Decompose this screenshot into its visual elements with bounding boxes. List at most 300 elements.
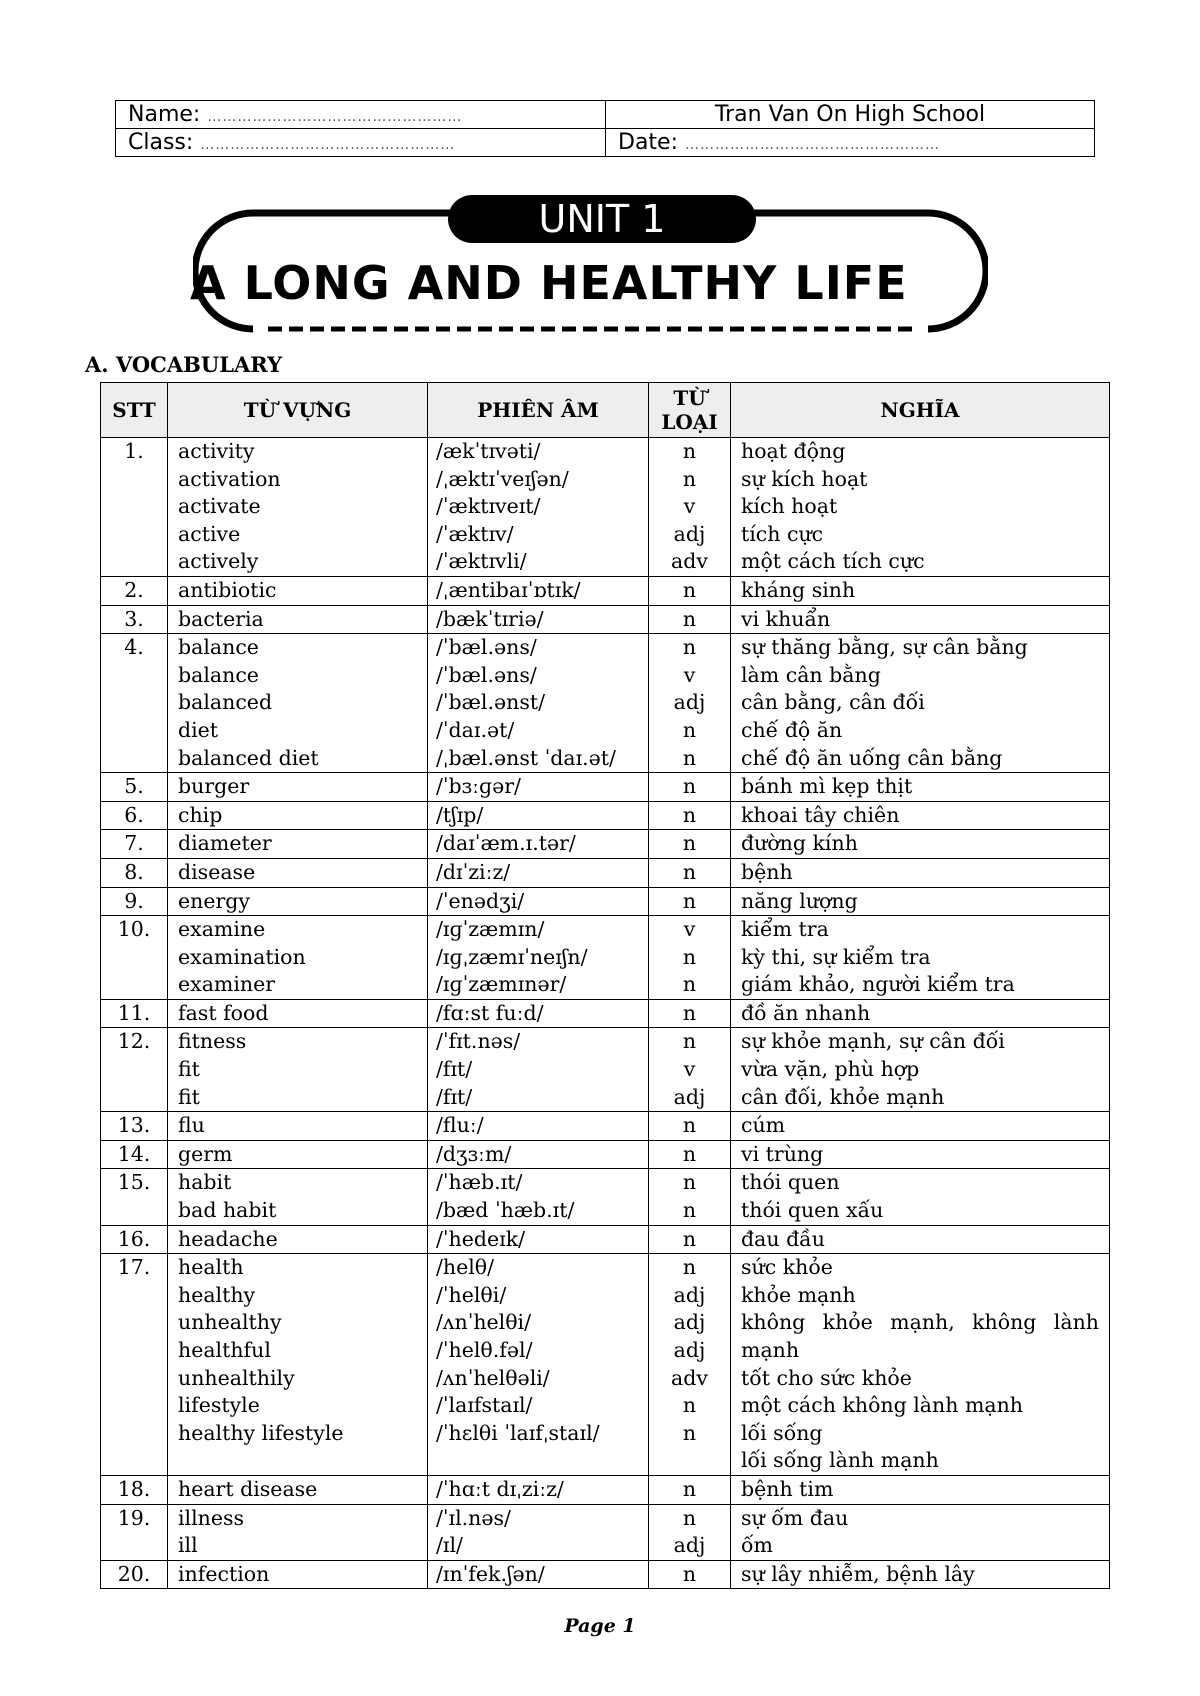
word-type: v: [683, 494, 696, 519]
class-label: Class:: [128, 130, 194, 155]
meaning-cell: [731, 830, 1110, 859]
meaning: làm cân bằng: [741, 662, 881, 687]
date-dots: ……………………………………………: [685, 137, 940, 153]
phonetic: /ʌnˈhelθi/: [436, 1310, 532, 1335]
phonetic-cell: [428, 999, 649, 1028]
phonetic: /bæd ˈhæb.ɪt/: [436, 1198, 575, 1223]
col-header-stt: STT: [101, 383, 168, 438]
vocab-word: fit: [178, 1084, 200, 1109]
row-number: [101, 1028, 168, 1112]
word-type: n: [682, 972, 697, 997]
col-header-pos: [649, 383, 731, 438]
table-row: [101, 1504, 1110, 1560]
meaning-cell: [731, 887, 1110, 916]
table-row: [101, 1254, 1110, 1476]
table-row: [101, 801, 1110, 830]
meaning: lối sống: [741, 1420, 823, 1445]
vocab-word-cell: [168, 1140, 428, 1169]
phonetic: /ˈæktɪv/: [436, 521, 514, 546]
row-number-text: 18.: [117, 1476, 151, 1501]
vocab-word-cell: [168, 999, 428, 1028]
meaning: lối sống lành mạnh: [741, 1448, 939, 1473]
phonetic-cell: [428, 1112, 649, 1141]
row-number-text: 10.: [117, 917, 151, 942]
phonetic: /daɪˈæm.ɪ.tər/: [436, 831, 576, 856]
meaning: vi trùng: [741, 1141, 824, 1166]
row-number-text: 8.: [124, 859, 144, 884]
meaning-cell: [731, 438, 1110, 577]
row-number: [101, 1504, 168, 1560]
word-type: n: [682, 439, 697, 463]
row-number-text: 13.: [117, 1113, 151, 1138]
phonetic: /bækˈtɪriə/: [436, 606, 544, 631]
word-type: v: [683, 1057, 696, 1082]
row-number-text: 1.: [124, 439, 144, 463]
phonetic: /ˈenədʒi/: [436, 888, 525, 913]
vocab-word: examiner: [178, 972, 276, 997]
table-row: [101, 634, 1110, 773]
vocab-word: activity: [178, 439, 255, 463]
vocab-word: healthful: [178, 1338, 271, 1362]
vocab-word: bad habit: [178, 1198, 277, 1223]
vocab-word: antibiotic: [178, 577, 277, 602]
row-number-text: 3.: [124, 606, 144, 631]
vocab-word-cell: [168, 1560, 428, 1589]
phonetic-cell: [428, 1225, 649, 1254]
vocab-word: chip: [178, 802, 223, 827]
word-type: v: [683, 662, 696, 687]
phonetic: /ɪɡˌzæmɪˈneɪʃn/: [436, 944, 588, 969]
vocab-word: illness: [178, 1505, 245, 1530]
vocab-word: activation: [178, 466, 281, 491]
phonetic: /fɪt/: [436, 1084, 473, 1109]
student-info-table: [115, 100, 1095, 157]
phonetic-cell: [428, 605, 649, 634]
vocab-word-cell: [168, 1028, 428, 1112]
word-type: n: [682, 635, 697, 660]
row-number: [101, 634, 168, 773]
vocab-word: health: [178, 1255, 244, 1280]
word-type: n: [682, 1170, 697, 1195]
row-number: [101, 916, 168, 1000]
phonetic-cell: [428, 438, 649, 577]
vocabulary-table: [100, 382, 1110, 1589]
word-type: v: [683, 917, 696, 942]
meaning: bệnh: [741, 859, 793, 884]
meaning: cân đối, khỏe mạnh: [741, 1084, 945, 1109]
word-type-cell: [649, 801, 731, 830]
word-type: n: [682, 859, 697, 884]
row-number: [101, 1475, 168, 1504]
table-row: [101, 887, 1110, 916]
date-label: Date:: [618, 130, 678, 155]
vocab-word-cell: [168, 1225, 428, 1254]
row-number: [101, 887, 168, 916]
phonetic: /ˈhæb.ɪt/: [436, 1170, 523, 1195]
word-type: adj: [673, 1084, 706, 1109]
word-type: n: [682, 1226, 697, 1251]
vocab-word: headache: [178, 1226, 278, 1251]
word-type: adj: [673, 1282, 706, 1307]
word-type: n: [682, 1420, 697, 1445]
vocab-word: fit: [178, 1057, 200, 1082]
meaning: năng lượng: [741, 888, 858, 913]
row-number: [101, 1169, 168, 1225]
row-number: [101, 605, 168, 634]
meaning-cell: [731, 634, 1110, 773]
row-number: [101, 999, 168, 1028]
word-type-cell: [649, 1140, 731, 1169]
word-type: n: [682, 717, 697, 742]
phonetic: /ˈbæl.əns/: [436, 662, 537, 687]
phonetic-cell: [428, 1028, 649, 1112]
row-number: [101, 576, 168, 605]
table-row: [101, 773, 1110, 802]
vocab-word: germ: [178, 1141, 233, 1166]
meaning: bánh mì kẹp thịt: [741, 774, 913, 799]
word-type: adj: [673, 690, 706, 715]
phonetic-cell: [428, 773, 649, 802]
word-type-cell: [649, 1560, 731, 1589]
word-type-cell: [649, 605, 731, 634]
phonetic: /ˈhelθ.fəl/: [436, 1338, 533, 1362]
table-row: [101, 1560, 1110, 1589]
row-number: [101, 858, 168, 887]
phonetic-cell: [428, 1254, 649, 1476]
table-row: [101, 916, 1110, 1000]
word-type: n: [682, 1393, 697, 1418]
word-type: adv: [671, 549, 708, 574]
meaning-cell: [731, 1028, 1110, 1112]
section-heading: A. VOCABULARY: [85, 352, 283, 377]
word-type: n: [682, 1505, 697, 1530]
meaning: sự ốm đau: [741, 1505, 849, 1530]
meaning: đường kính: [741, 831, 858, 856]
meaning: mạnh: [741, 1338, 800, 1362]
row-number: [101, 1254, 168, 1476]
vocab-word-cell: [168, 1475, 428, 1504]
vocab-word-cell: [168, 887, 428, 916]
word-type-cell: [649, 576, 731, 605]
meaning-cell: [731, 858, 1110, 887]
phonetic: /ˈhɛlθi ˈlaɪfˌstaɪl/: [436, 1420, 600, 1445]
phonetic: /ˈfɪt.nəs/: [436, 1029, 521, 1054]
row-number: [101, 773, 168, 802]
word-type: n: [682, 1029, 697, 1054]
phonetic: /ˈæktɪveɪt/: [436, 494, 541, 519]
vocab-word-cell: [168, 1504, 428, 1560]
phonetic: /ækˈtɪvəti/: [436, 439, 541, 463]
phonetic: /ˈlaɪfstaɪl/: [436, 1393, 533, 1418]
meaning-cell: [731, 1560, 1110, 1589]
phonetic: /fɑːst fuːd/: [436, 1000, 544, 1025]
phonetic: /ˌæntibaɪˈɒtɪk/: [436, 577, 581, 602]
word-type: adj: [673, 1338, 706, 1362]
vocab-word: fitness: [178, 1029, 247, 1054]
row-number-text: 19.: [117, 1505, 151, 1530]
meaning: sự lây nhiễm, bệnh lây: [741, 1561, 975, 1586]
phonetic: /dɪˈziːz/: [436, 859, 511, 884]
row-number-text: 7.: [124, 831, 144, 856]
meaning-cell: [731, 916, 1110, 1000]
meaning: tích cực: [741, 521, 824, 546]
word-type-cell: [649, 858, 731, 887]
word-type-cell: [649, 1169, 731, 1225]
class-dots: ……………………………………………: [200, 137, 456, 153]
word-type-cell: [649, 1504, 731, 1560]
unit-badge: UNIT 1: [448, 195, 756, 243]
meaning-cell: [731, 801, 1110, 830]
phonetic-cell: [428, 1140, 649, 1169]
vocab-word: heart disease: [178, 1476, 318, 1501]
phonetic: /dʒɜːm/: [436, 1141, 512, 1166]
phonetic-cell: [428, 801, 649, 830]
row-number-text: 4.: [124, 635, 144, 660]
meaning: một cách không lành mạnh: [741, 1393, 1024, 1418]
row-number: [101, 1140, 168, 1169]
row-number: [101, 1112, 168, 1141]
row-number: [101, 1225, 168, 1254]
meaning: đồ ăn nhanh: [741, 1000, 871, 1025]
vocab-word: active: [178, 521, 241, 546]
meaning: khoai tây chiên: [741, 802, 900, 827]
meaning: chế độ ăn: [741, 717, 843, 742]
meaning-cell: [731, 576, 1110, 605]
phonetic: /ˈbɜːɡər/: [436, 774, 521, 799]
meaning: cân bằng, cân đối: [741, 690, 925, 715]
word-type: n: [682, 1476, 697, 1501]
vocab-word: healthy: [178, 1282, 256, 1307]
row-number-text: 9.: [124, 888, 144, 913]
vocab-word-cell: [168, 576, 428, 605]
vocab-word: balance: [178, 635, 259, 660]
meaning: sự thăng bằng, sự cân bằng: [741, 635, 1028, 660]
word-type-cell: [649, 1225, 731, 1254]
col-header-ipa: PHIÊN ÂM: [428, 383, 649, 438]
table-row: [101, 605, 1110, 634]
phonetic-cell: [428, 1169, 649, 1225]
meaning: bệnh tim: [741, 1476, 834, 1501]
vocab-word-cell: [168, 916, 428, 1000]
name-dots: ……………………………………………: [207, 109, 463, 125]
row-number-text: 14.: [117, 1141, 151, 1166]
meaning: hoạt động: [741, 439, 846, 463]
word-type-cell: [649, 438, 731, 577]
meaning: kháng sinh: [741, 577, 856, 602]
phonetic: /ɪnˈfek.ʃən/: [436, 1561, 545, 1586]
phonetic-cell: [428, 830, 649, 859]
table-row: [101, 438, 1110, 577]
word-type: n: [682, 888, 697, 913]
meaning: tốt cho sức khỏe: [741, 1365, 912, 1390]
word-type: n: [682, 577, 697, 602]
vocab-word: diameter: [178, 831, 272, 856]
word-type: adj: [673, 1310, 706, 1335]
meaning: sự khỏe mạnh, sự cân đối: [741, 1029, 1005, 1054]
word-type: adj: [673, 1533, 706, 1558]
meaning: cúm: [741, 1113, 786, 1138]
word-type: n: [682, 802, 697, 827]
vocab-word: examine: [178, 917, 266, 942]
word-type: n: [682, 1255, 697, 1280]
meaning: kích hoạt: [741, 494, 838, 519]
vocab-word: activate: [178, 494, 261, 519]
word-type-cell: [649, 1028, 731, 1112]
col-header-meaning: NGHĨA: [731, 383, 1110, 438]
table-row: [101, 858, 1110, 887]
name-cell: [116, 101, 606, 129]
vocab-word-cell: [168, 1112, 428, 1141]
phonetic: /tʃɪp/: [436, 802, 484, 827]
vocab-word: energy: [178, 888, 250, 913]
row-number: [101, 830, 168, 859]
meaning: kỳ thi, sự kiểm tra: [741, 944, 931, 969]
vocab-word-cell: [168, 605, 428, 634]
word-type-cell: [649, 999, 731, 1028]
phonetic: /helθ/: [436, 1255, 495, 1280]
phonetic: /ˈæktɪvli/: [436, 549, 527, 574]
row-number: [101, 801, 168, 830]
vocab-word: unhealthily: [178, 1365, 295, 1390]
class-cell: [116, 129, 606, 157]
meaning-cell: [731, 1475, 1110, 1504]
name-label: Name:: [128, 102, 201, 127]
phonetic: /ˌbæl.ənst ˈdaɪ.ət/: [436, 745, 616, 770]
word-type: n: [682, 1198, 697, 1223]
word-type-cell: [649, 634, 731, 773]
row-number-text: 11.: [117, 1000, 151, 1025]
phonetic-cell: [428, 887, 649, 916]
unit-title: A LONG AND HEALTHY LIFE: [190, 256, 908, 310]
school-name: Tran Van On High School: [606, 101, 1095, 129]
phonetic: /ˈbæl.əns/: [436, 635, 537, 660]
table-row: [101, 999, 1110, 1028]
word-type: n: [682, 745, 697, 770]
phonetic-cell: [428, 1560, 649, 1589]
vocab-word: actively: [178, 549, 259, 574]
vocab-word-cell: [168, 438, 428, 577]
vocab-word: flu: [178, 1113, 205, 1138]
row-number-text: 6.: [124, 802, 144, 827]
word-type: n: [682, 831, 697, 856]
date-cell: [606, 129, 1095, 157]
phonetic: /ˈɪl.nəs/: [436, 1505, 511, 1530]
word-type-cell: [649, 1475, 731, 1504]
col-header-word: TỪ VỰNG: [168, 383, 428, 438]
word-type: adj: [673, 521, 706, 546]
vocab-word: fast food: [178, 1000, 269, 1025]
phonetic-cell: [428, 858, 649, 887]
vocabulary-rows: [101, 438, 1110, 1589]
row-number-text: 12.: [117, 1029, 151, 1054]
row-number-text: 17.: [117, 1255, 151, 1280]
phonetic: /ɪɡˈzæmɪn/: [436, 917, 545, 942]
word-type-cell: [649, 887, 731, 916]
phonetic: /fluː/: [436, 1113, 484, 1138]
word-type: n: [682, 774, 697, 799]
row-number-text: 15.: [117, 1170, 151, 1195]
col-header-pos-line2: LOẠI: [661, 410, 718, 434]
vocab-word: balance: [178, 662, 259, 687]
row-number: [101, 1560, 168, 1589]
phonetic-cell: [428, 634, 649, 773]
meaning-cell: [731, 1140, 1110, 1169]
word-type-cell: [649, 830, 731, 859]
vocab-word: lifestyle: [178, 1393, 260, 1418]
table-row: [101, 1028, 1110, 1112]
meaning: một cách tích cực: [741, 549, 925, 574]
vocab-word: disease: [178, 859, 256, 884]
table-row: [101, 1112, 1110, 1141]
row-number-text: 20.: [117, 1561, 151, 1586]
vocab-word-cell: [168, 858, 428, 887]
row-number-text: 5.: [124, 774, 144, 799]
table-row: [101, 830, 1110, 859]
table-row: [101, 1225, 1110, 1254]
vocab-word-cell: [168, 773, 428, 802]
meaning: chế độ ăn uống cân bằng: [741, 745, 1003, 770]
vocab-word: healthy lifestyle: [178, 1420, 344, 1445]
row-number: [101, 438, 168, 577]
word-type: n: [682, 944, 697, 969]
phonetic: /ˈbæl.ənst/: [436, 690, 546, 715]
phonetic: /ɪl/: [436, 1533, 463, 1558]
meaning-cell: [731, 999, 1110, 1028]
word-type: adv: [671, 1365, 708, 1390]
meaning-cell: [731, 1225, 1110, 1254]
table-row: [101, 1475, 1110, 1504]
phonetic: /ˈhelθi/: [436, 1282, 507, 1307]
row-number-text: 2.: [124, 577, 144, 602]
meaning: kiểm tra: [741, 917, 829, 942]
word-type: n: [682, 1113, 697, 1138]
word-type: n: [682, 1561, 697, 1586]
vocab-word-cell: [168, 830, 428, 859]
meaning: thói quen: [741, 1170, 840, 1195]
vocab-word: ill: [178, 1533, 198, 1558]
meaning: giám khảo, người kiểm tra: [741, 972, 1015, 997]
table-row: [101, 576, 1110, 605]
vocab-word: bacteria: [178, 606, 264, 631]
phonetic: /ˈdaɪ.ət/: [436, 717, 515, 742]
vocab-word: balanced diet: [178, 745, 319, 770]
row-number-text: 16.: [117, 1226, 151, 1251]
word-type: n: [682, 466, 697, 491]
meaning-cell: [731, 1169, 1110, 1225]
col-header-pos-line1: TỪ: [673, 386, 706, 410]
meaning: thói quen xấu: [741, 1198, 884, 1223]
word-type-cell: [649, 773, 731, 802]
vocab-word: diet: [178, 717, 219, 742]
meaning-cell: [731, 1112, 1110, 1141]
word-type: n: [682, 1141, 697, 1166]
vocab-word-cell: [168, 1169, 428, 1225]
meaning: sự kích hoạt: [741, 466, 868, 491]
meaning-cell: [731, 1254, 1110, 1476]
meaning: ốm: [741, 1533, 773, 1558]
word-type-cell: [649, 1112, 731, 1141]
phonetic-cell: [428, 1475, 649, 1504]
vocab-word-cell: [168, 1254, 428, 1476]
meaning-cell: [731, 1504, 1110, 1560]
phonetic: /ˈhedeɪk/: [436, 1226, 526, 1251]
meaning: khỏe mạnh: [741, 1282, 856, 1307]
vocab-word: burger: [178, 774, 250, 799]
phonetic: /ʌnˈhelθəli/: [436, 1365, 550, 1390]
vocab-word: examination: [178, 944, 306, 969]
phonetic-cell: [428, 916, 649, 1000]
word-type-cell: [649, 916, 731, 1000]
